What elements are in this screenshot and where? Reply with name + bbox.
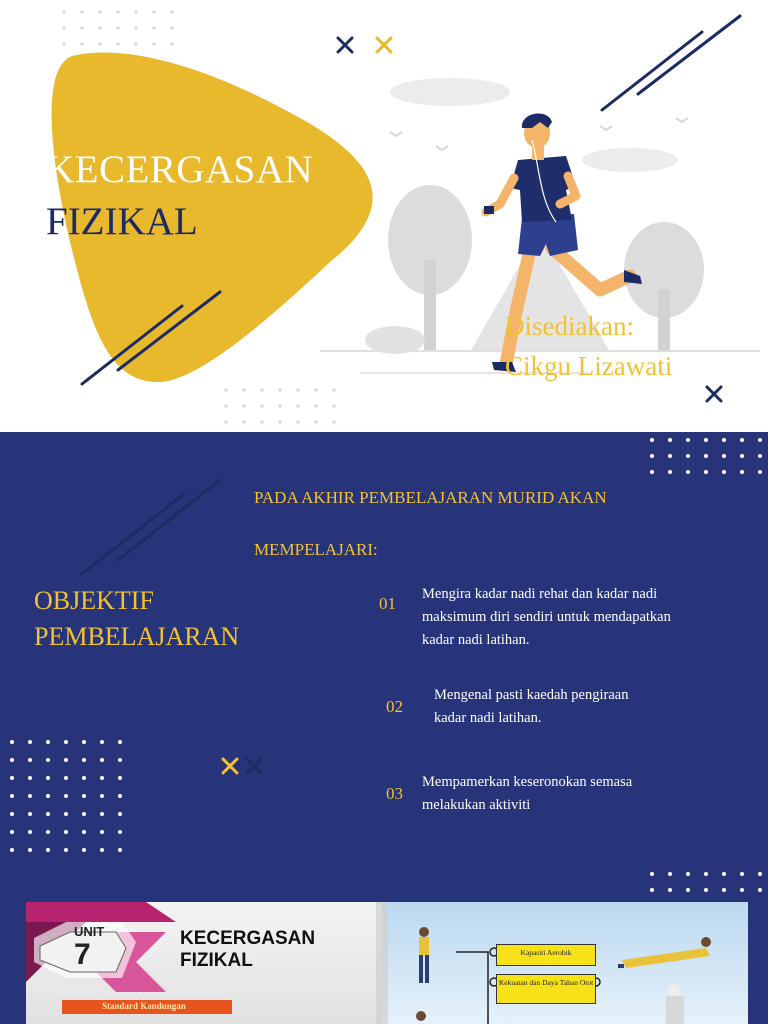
dot-grid-bottom-right [650, 872, 762, 892]
dot-grid-top [62, 10, 174, 46]
unit-label: UNIT [74, 924, 105, 939]
objective-text [422, 771, 632, 817]
objective-text [422, 583, 671, 652]
diagonal-lines-right [602, 16, 740, 110]
intro-line-1: PADA AKHIR PEMBELAJARAN MURID AKAN [254, 488, 607, 507]
title-line-1: KECERGASAN [46, 148, 314, 191]
diagonal-lines [82, 480, 220, 574]
objective-line: kadar nadi latihan. [434, 710, 542, 726]
title-slide [0, 0, 768, 432]
x-mark-icon [707, 387, 721, 401]
x-mark-icon [338, 38, 352, 52]
author-name: Cikgu Lizawati [505, 351, 673, 381]
book-title-line-2: FIZIKAL [180, 950, 253, 971]
objective-number: 03 [386, 784, 403, 803]
section-heading-line-2: PEMBELAJARAN [34, 622, 240, 651]
objectives-slide [0, 432, 768, 894]
fitness-component-box: Kapasiti Aerobik [496, 944, 596, 966]
section-heading-line-1: OBJEKTIF [34, 586, 154, 615]
title-line-2: FIZIKAL [46, 200, 198, 243]
textbook-spread [26, 902, 748, 1024]
dot-grid-bottom [224, 388, 336, 424]
objective-line: Mengenal pasti kaedah pengiraan [434, 687, 629, 703]
objective-number: 02 [386, 697, 403, 716]
book-title-line-1: KECERGASAN [180, 928, 316, 949]
objective-line: Mempamerkan keseronokan semasa [422, 774, 633, 790]
objective-line: melakukan aktiviti [422, 797, 531, 813]
objective-text [434, 684, 628, 730]
prepared-by-label: Disediakan: [505, 311, 634, 341]
fitness-component-box: Kekuatan dan Daya Tahan Otot [496, 974, 596, 1004]
objective-line: maksimum diri sendiri untuk mendapatkan [422, 609, 671, 625]
x-mark-icon [377, 38, 391, 52]
objective-number: 01 [379, 594, 396, 613]
dot-grid-left [10, 740, 122, 852]
dot-grid-top-right [650, 438, 762, 474]
intro-line-2: MEMPELAJARI: [254, 540, 378, 559]
standard-label: Standard Kandungan [102, 1001, 186, 1011]
unit-number: 7 [74, 938, 91, 971]
x-mark-icon [223, 759, 237, 773]
textbook-slide [0, 894, 768, 1024]
objective-line: kadar nadi latihan. [422, 632, 530, 648]
x-mark-icon [247, 759, 261, 773]
objective-line: Mengira kadar nadi rehat dan kadar nadi [422, 586, 658, 602]
